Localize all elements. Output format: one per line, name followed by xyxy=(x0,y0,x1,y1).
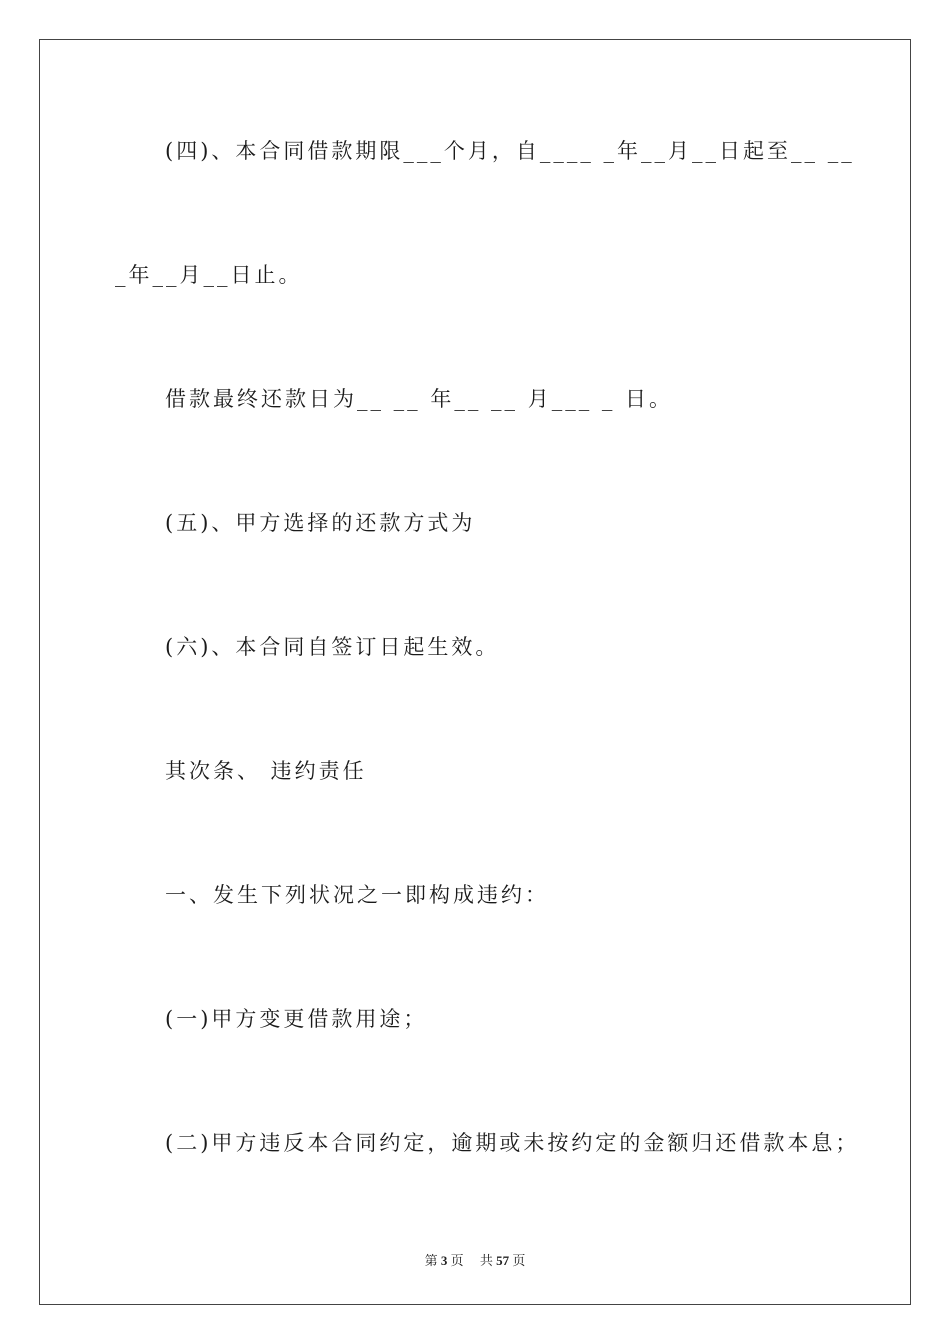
page-border xyxy=(39,39,911,1305)
total-pages: 57 xyxy=(496,1253,510,1268)
page-suffix: 页 xyxy=(450,1253,464,1268)
article-2-heading: 其次条、 违约责任 xyxy=(165,759,367,783)
page-number: 3 xyxy=(440,1253,448,1268)
clause-4-loan-term: (四)、本合同借款期限___个月，自____ _年__月__日起至__ __ xyxy=(165,139,855,163)
total-prefix: 共 xyxy=(479,1253,493,1268)
total-suffix: 页 xyxy=(512,1253,526,1268)
clause-4-loan-term-end: _年__月__日止。 xyxy=(115,263,303,287)
page-prefix: 第 xyxy=(424,1253,438,1268)
breach-item-1: (一)甲方变更借款用途； xyxy=(165,1007,428,1031)
page-footer xyxy=(0,1250,950,1269)
clause-5-repayment-method: (五)、甲方选择的还款方式为 xyxy=(165,511,476,535)
breach-item-2: (二)甲方违反本合同约定，逾期或未按约定的金额归还借款本息； xyxy=(165,1131,860,1155)
final-repayment-date: 借款最终还款日为__ __ 年__ __ 月___ _ 日。 xyxy=(165,387,674,411)
clause-6-effective: (六)、本合同自签订日起生效。 xyxy=(165,635,500,659)
breach-conditions-heading: 一、发生下列状况之一即构成违约： xyxy=(165,883,549,907)
